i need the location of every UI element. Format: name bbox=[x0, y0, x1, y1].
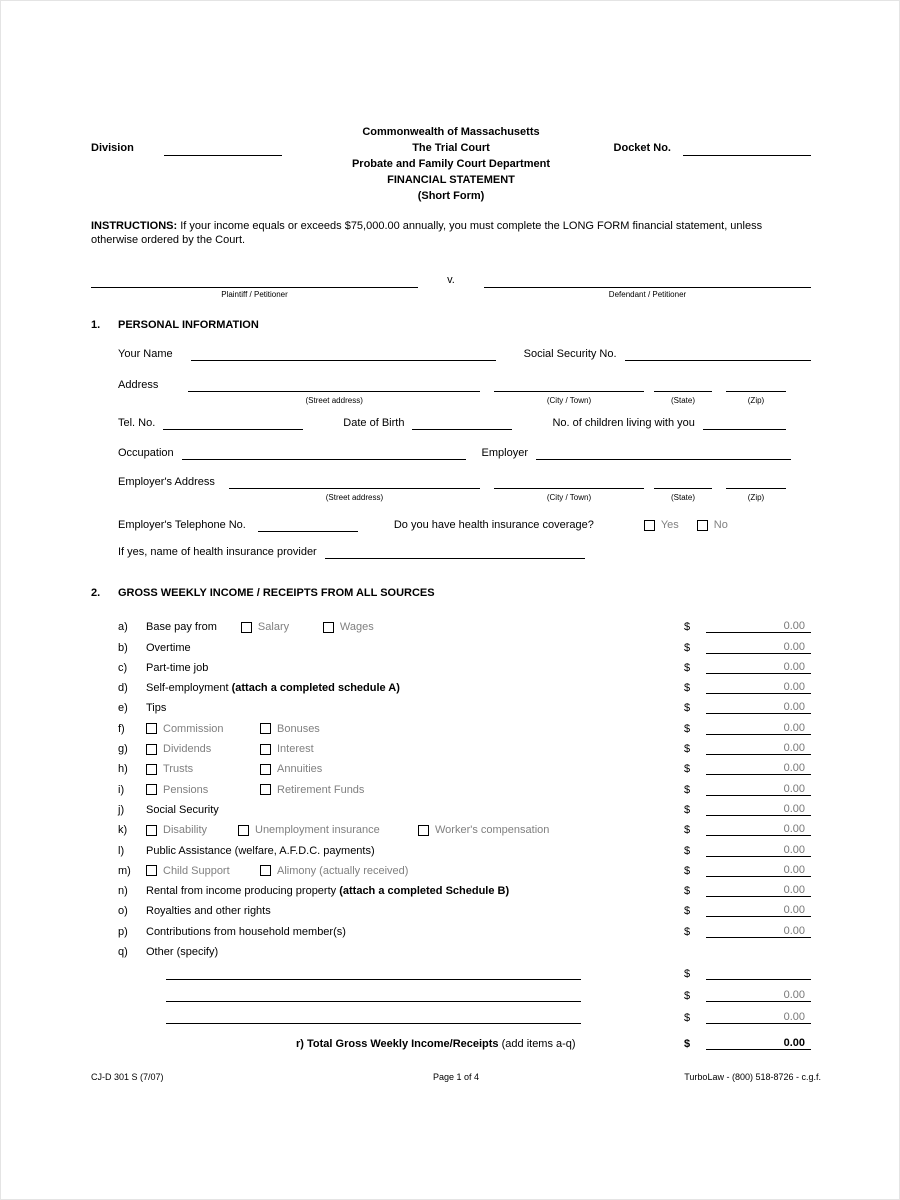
item-letter: q) bbox=[118, 946, 128, 959]
amount-line[interactable] bbox=[706, 620, 811, 633]
amount-line[interactable] bbox=[706, 722, 811, 735]
employer-zip-field bbox=[726, 475, 786, 505]
vendor-info: TurboLaw - (800) 518-8726 - c.g.f. bbox=[684, 1072, 822, 1082]
dollar-sign: $ bbox=[684, 743, 691, 756]
income-item-row bbox=[91, 857, 811, 877]
amount-line[interactable] bbox=[706, 661, 811, 674]
dollar-sign: $ bbox=[684, 763, 691, 776]
amount-field bbox=[684, 904, 811, 917]
amount-value: 0.00 bbox=[783, 701, 805, 714]
dollar-sign: $ bbox=[684, 803, 691, 816]
plaintiff-input-line[interactable] bbox=[91, 274, 418, 288]
amount-value: 0.00 bbox=[783, 989, 805, 1002]
insurance-no-option bbox=[697, 518, 728, 532]
income-item-row bbox=[91, 917, 811, 937]
employer-tel-label: Employer's Telephone No. bbox=[118, 519, 246, 531]
other-specify-input[interactable] bbox=[166, 1010, 581, 1024]
item-letter: m) bbox=[118, 864, 131, 877]
dollar-sign: $ bbox=[684, 925, 691, 938]
item-content bbox=[146, 865, 684, 877]
item-label: Part-time job bbox=[146, 661, 209, 674]
amount-field bbox=[684, 844, 811, 857]
amount-field bbox=[684, 742, 811, 755]
item-letter: e) bbox=[118, 702, 128, 715]
checkbox-label: Worker's compensation bbox=[435, 824, 550, 837]
amount-line[interactable] bbox=[706, 681, 811, 694]
instructions-label: INSTRUCTIONS: bbox=[91, 220, 178, 232]
yes-label: Yes bbox=[660, 519, 679, 531]
amount-field bbox=[684, 783, 811, 796]
checkbox-icon[interactable] bbox=[146, 825, 157, 836]
income-item-row bbox=[91, 836, 811, 856]
amount-line[interactable] bbox=[706, 803, 811, 816]
checkbox-icon[interactable] bbox=[241, 622, 252, 633]
amount-line[interactable] bbox=[706, 783, 811, 796]
item-label: (attach a completed schedule A) bbox=[231, 682, 400, 695]
other-income-row bbox=[91, 980, 811, 1002]
amount-line[interactable] bbox=[706, 1011, 811, 1024]
employer-address-row bbox=[118, 475, 811, 505]
checkbox-option bbox=[146, 865, 260, 877]
amount-line[interactable] bbox=[706, 967, 811, 980]
employer-telephone-row bbox=[118, 518, 811, 532]
children-input[interactable] bbox=[703, 416, 786, 430]
item-letter: o) bbox=[118, 905, 128, 918]
item-content bbox=[146, 723, 684, 735]
docket-label: Docket No. bbox=[613, 142, 671, 154]
division-field bbox=[91, 140, 282, 156]
header-form-subtitle: (Short Form) bbox=[417, 190, 485, 202]
income-item-row bbox=[91, 796, 811, 816]
section1-heading bbox=[91, 319, 811, 331]
item-letter: i) bbox=[118, 783, 125, 796]
item-letter: d) bbox=[118, 682, 128, 695]
item-content bbox=[146, 804, 684, 816]
item-letter: g) bbox=[118, 743, 128, 756]
instructions-text: If your income equals or exceeds $75,000.00 annually, you must complete the LONG FORM financial statement, unless otherwise ordered by the Court. bbox=[91, 220, 763, 246]
item-letter: p) bbox=[118, 925, 128, 938]
item-label: Base pay from bbox=[146, 621, 217, 634]
checkbox-icon[interactable] bbox=[260, 723, 271, 734]
amount-value: 0.00 bbox=[783, 884, 805, 897]
checkbox-label: Trusts bbox=[163, 763, 194, 776]
checkbox-option bbox=[146, 763, 260, 775]
address-street-input[interactable] bbox=[188, 378, 480, 392]
provider-label: If yes, name of health insurance provider bbox=[118, 546, 317, 558]
form-number: CJ-D 301 S (7/07) bbox=[91, 1072, 164, 1082]
item-label: Self-employment bbox=[146, 682, 232, 695]
address-zip-input[interactable] bbox=[726, 378, 786, 392]
checkbox-label: Bonuses bbox=[277, 722, 320, 735]
income-item-row bbox=[91, 694, 811, 714]
amount-value: 0.00 bbox=[783, 721, 805, 734]
employer-state-input[interactable] bbox=[654, 475, 712, 489]
checkbox-option bbox=[260, 743, 314, 755]
checkbox-option bbox=[146, 784, 260, 796]
dollar-sign: $ bbox=[684, 968, 691, 981]
checkbox-icon[interactable] bbox=[260, 764, 271, 775]
division-label: Division bbox=[91, 142, 134, 154]
document-header bbox=[91, 124, 811, 204]
dollar-sign: $ bbox=[684, 1038, 691, 1051]
amount-value: 0.00 bbox=[783, 681, 805, 694]
checkbox-option bbox=[146, 743, 260, 755]
amount-field bbox=[684, 989, 811, 1002]
dollar-sign: $ bbox=[684, 990, 691, 1003]
item-letter: k) bbox=[118, 824, 128, 837]
dollar-sign: $ bbox=[684, 824, 691, 837]
amount-field bbox=[684, 762, 811, 775]
ssn-input[interactable] bbox=[625, 347, 811, 361]
section2-title: GROSS WEEKLY INCOME / RECEIPTS FROM ALL SOURCES bbox=[118, 587, 435, 599]
amount-line[interactable] bbox=[706, 742, 811, 755]
item-letter: a) bbox=[118, 621, 128, 634]
amount-line[interactable] bbox=[706, 864, 811, 877]
your-name-label: Your Name bbox=[118, 348, 173, 360]
children-label: No. of children living with you bbox=[552, 417, 695, 429]
dollar-sign: $ bbox=[684, 885, 691, 898]
checkbox-label: Retirement Funds bbox=[277, 783, 365, 796]
header-trial-court: The Trial Court bbox=[412, 142, 490, 154]
amount-value: 0.00 bbox=[783, 904, 805, 917]
amount-line[interactable] bbox=[706, 823, 811, 836]
amount-field bbox=[684, 803, 811, 816]
checkbox-label: Pensions bbox=[163, 783, 209, 796]
total-row bbox=[91, 1037, 811, 1050]
checkbox-icon[interactable] bbox=[418, 825, 429, 836]
checkbox-option bbox=[146, 824, 238, 836]
checkbox-icon[interactable] bbox=[146, 723, 157, 734]
dob-label: Date of Birth bbox=[343, 417, 405, 429]
section1-number: 1. bbox=[91, 319, 101, 331]
header-commonwealth: Commonwealth of Massachusetts bbox=[362, 126, 540, 138]
versus-label: v. bbox=[447, 274, 455, 286]
amount-value: 0.00 bbox=[783, 782, 805, 795]
other-income-row bbox=[91, 1002, 811, 1024]
no-label: No bbox=[713, 519, 728, 531]
amount-value: 0.00 bbox=[783, 924, 805, 937]
amount-field bbox=[684, 681, 811, 694]
header-court-row bbox=[91, 140, 811, 156]
defendant-caption: Defendant / Petitioner bbox=[608, 290, 687, 299]
income-item-row bbox=[91, 674, 811, 694]
dollar-sign: $ bbox=[684, 844, 691, 857]
address-label: Address bbox=[118, 379, 159, 391]
amount-field bbox=[684, 620, 811, 633]
amount-field bbox=[684, 884, 811, 897]
income-item-row bbox=[91, 633, 811, 653]
employer-city-field bbox=[494, 475, 644, 505]
checkbox-option bbox=[260, 784, 364, 796]
item-label: Royalties and other rights bbox=[146, 905, 271, 918]
checkbox-option bbox=[241, 621, 323, 633]
page-number: Page 1 of 4 bbox=[432, 1072, 480, 1082]
item-label: Other (specify) bbox=[146, 946, 219, 959]
amount-field bbox=[684, 864, 811, 877]
amount-line[interactable] bbox=[706, 844, 811, 857]
your-name-row bbox=[118, 347, 811, 361]
amount-field bbox=[684, 925, 811, 938]
other-income-lines bbox=[91, 958, 811, 1024]
employer-state-field bbox=[654, 475, 712, 505]
section2-number: 2. bbox=[91, 587, 101, 599]
instructions bbox=[91, 219, 811, 247]
total-amount-value: 0.00 bbox=[783, 1037, 805, 1050]
amount-line[interactable] bbox=[706, 989, 811, 1002]
amount-field bbox=[684, 661, 811, 674]
amount-field bbox=[684, 641, 811, 654]
total-amount-line bbox=[706, 1037, 811, 1050]
amount-field bbox=[684, 1011, 811, 1024]
employer-zip-input[interactable] bbox=[726, 475, 786, 489]
checkbox-option bbox=[260, 763, 322, 775]
checkbox-label: Annuities bbox=[277, 763, 323, 776]
item-letter: f) bbox=[118, 722, 125, 735]
dollar-sign: $ bbox=[684, 1012, 691, 1025]
address-city-field bbox=[494, 378, 644, 408]
checkbox-option bbox=[238, 824, 418, 836]
amount-value: 0.00 bbox=[783, 823, 805, 836]
employer-address-label: Employer's Address bbox=[118, 476, 215, 488]
amount-line[interactable] bbox=[706, 925, 811, 938]
address-zip-field bbox=[726, 378, 786, 408]
checkbox-icon[interactable] bbox=[146, 764, 157, 775]
address-city-input[interactable] bbox=[494, 378, 644, 392]
amount-value: 0.00 bbox=[783, 742, 805, 755]
income-item-row bbox=[91, 755, 811, 775]
insurance-provider-row bbox=[118, 545, 811, 559]
income-item-row bbox=[91, 714, 811, 734]
docket-input-line[interactable] bbox=[683, 142, 811, 156]
income-item-row bbox=[91, 775, 811, 795]
address-state-input[interactable] bbox=[654, 378, 712, 392]
item-content bbox=[146, 763, 684, 775]
tel-input[interactable] bbox=[163, 416, 303, 430]
amount-value: 0.00 bbox=[783, 863, 805, 876]
checkbox-icon[interactable] bbox=[323, 622, 334, 633]
occupation-label: Occupation bbox=[118, 447, 174, 459]
zip-caption: (Zip) bbox=[747, 396, 765, 405]
income-item-row bbox=[91, 735, 811, 755]
item-content bbox=[146, 905, 684, 917]
item-content bbox=[146, 926, 684, 938]
income-item-row bbox=[91, 654, 811, 674]
income-item-row bbox=[91, 877, 811, 897]
item-letter: l) bbox=[118, 844, 125, 857]
other-specify-input[interactable] bbox=[166, 966, 581, 980]
amount-line[interactable] bbox=[706, 641, 811, 654]
checkbox-icon[interactable] bbox=[260, 865, 271, 876]
employer-tel-input[interactable] bbox=[258, 518, 358, 532]
amount-field bbox=[684, 967, 811, 980]
item-content bbox=[146, 845, 684, 857]
header-form-title: FINANCIAL STATEMENT bbox=[387, 174, 515, 186]
item-label: Tips bbox=[146, 702, 167, 715]
amount-value: 0.00 bbox=[783, 620, 805, 633]
income-list bbox=[91, 613, 811, 958]
checkbox-label: Interest bbox=[277, 743, 314, 756]
dollar-sign: $ bbox=[684, 864, 691, 877]
employer-input[interactable] bbox=[536, 446, 791, 460]
dob-input[interactable] bbox=[412, 416, 512, 430]
amount-value: 0.00 bbox=[783, 802, 805, 815]
item-letter: c) bbox=[118, 661, 128, 674]
item-content bbox=[146, 682, 684, 694]
checkbox-label: Wages bbox=[339, 621, 374, 634]
checkbox-icon[interactable] bbox=[238, 825, 249, 836]
address-row bbox=[118, 378, 811, 408]
document-body bbox=[91, 124, 811, 1050]
amount-line[interactable] bbox=[706, 762, 811, 775]
checkbox-option bbox=[260, 865, 408, 877]
amount-value: 0.00 bbox=[783, 843, 805, 856]
amount-value: 0.00 bbox=[783, 762, 805, 775]
item-label: Rental from income producing property bbox=[146, 885, 340, 898]
section1-body bbox=[118, 347, 811, 559]
dollar-sign: $ bbox=[684, 702, 691, 715]
employer-street-input[interactable] bbox=[229, 475, 480, 489]
amount-value: 0.00 bbox=[783, 1011, 805, 1024]
item-label: Contributions from household member(s) bbox=[146, 925, 346, 938]
checkbox-label: Disability bbox=[163, 824, 208, 837]
total-label bbox=[296, 1038, 684, 1050]
item-content bbox=[146, 743, 684, 755]
item-content bbox=[146, 824, 684, 836]
dollar-sign: $ bbox=[684, 722, 691, 735]
insurance-yes-option bbox=[644, 518, 679, 532]
occupation-input[interactable] bbox=[182, 446, 466, 460]
amount-field bbox=[684, 722, 811, 735]
amount-field bbox=[684, 701, 811, 714]
state-caption: (State) bbox=[670, 396, 695, 405]
occupation-row bbox=[118, 446, 811, 460]
checkbox-label: Commission bbox=[163, 722, 224, 735]
city-caption: (City / Town) bbox=[546, 493, 592, 502]
dollar-sign: $ bbox=[684, 641, 691, 654]
street-caption: (Street address) bbox=[305, 396, 363, 405]
ssn-label: Social Security No. bbox=[523, 348, 617, 360]
dollar-sign: $ bbox=[684, 661, 691, 674]
checkbox-label: Unemployment insurance bbox=[255, 824, 380, 837]
amount-line[interactable] bbox=[706, 884, 811, 897]
employer-label: Employer bbox=[481, 447, 528, 459]
checkbox-icon[interactable] bbox=[146, 744, 157, 755]
item-letter: n) bbox=[118, 885, 128, 898]
address-state-field bbox=[654, 378, 712, 408]
checkbox-icon[interactable] bbox=[260, 784, 271, 795]
street-caption: (Street address) bbox=[325, 493, 384, 502]
item-content bbox=[146, 946, 684, 958]
section1-title: PERSONAL INFORMATION bbox=[118, 319, 259, 331]
checkbox-option bbox=[260, 723, 320, 735]
item-content bbox=[146, 621, 684, 633]
your-name-input[interactable] bbox=[191, 347, 496, 361]
zip-caption: (Zip) bbox=[747, 493, 765, 502]
dollar-sign: $ bbox=[684, 905, 691, 918]
item-letter: j) bbox=[118, 803, 125, 816]
income-item-row bbox=[91, 613, 811, 633]
provider-input[interactable] bbox=[325, 545, 585, 559]
income-item-row bbox=[91, 816, 811, 836]
plaintiff-field bbox=[91, 274, 418, 299]
checkbox-label: Dividends bbox=[163, 743, 212, 756]
city-caption: (City / Town) bbox=[546, 396, 592, 405]
amount-value: 0.00 bbox=[783, 660, 805, 673]
dollar-sign: $ bbox=[684, 783, 691, 796]
dollar-sign: $ bbox=[684, 682, 691, 695]
other-specify-input[interactable] bbox=[166, 988, 581, 1002]
checkbox-option bbox=[418, 824, 549, 836]
checkbox-icon[interactable] bbox=[260, 744, 271, 755]
item-content bbox=[146, 662, 684, 674]
checkbox-icon[interactable] bbox=[697, 520, 708, 531]
insurance-question: Do you have health insurance coverage? bbox=[393, 519, 594, 531]
item-content bbox=[146, 784, 684, 796]
division-input-line[interactable] bbox=[164, 142, 282, 156]
dollar-sign: $ bbox=[684, 621, 691, 634]
item-letter: h) bbox=[118, 763, 128, 776]
employer-street-field bbox=[229, 475, 480, 505]
item-label: Public Assistance (welfare, A.F.D.C. payments) bbox=[146, 844, 375, 857]
amount-field bbox=[684, 823, 811, 836]
party-caption-row bbox=[91, 274, 811, 299]
other-income-row bbox=[91, 958, 811, 980]
amount-line[interactable] bbox=[706, 701, 811, 714]
state-caption: (State) bbox=[670, 493, 695, 502]
item-label: Overtime bbox=[146, 641, 191, 654]
defendant-field bbox=[484, 274, 811, 299]
item-label: (attach a completed Schedule B) bbox=[339, 885, 510, 898]
item-letter: b) bbox=[118, 641, 128, 654]
total-label-bold: r) Total Gross Weekly Income/Receipts bbox=[296, 1038, 499, 1051]
checkbox-icon[interactable] bbox=[644, 520, 655, 531]
telephone-row bbox=[118, 416, 811, 430]
plaintiff-caption: Plaintiff / Petitioner bbox=[221, 290, 288, 299]
checkbox-label: Salary bbox=[257, 621, 290, 634]
address-street-field bbox=[188, 378, 480, 408]
tel-label: Tel. No. bbox=[118, 417, 156, 429]
checkbox-label: Alimony (actually received) bbox=[277, 864, 409, 877]
checkbox-label: Child Support bbox=[163, 864, 230, 877]
income-item-row bbox=[91, 897, 811, 917]
page-footer bbox=[91, 1072, 821, 1082]
amount-line[interactable] bbox=[706, 904, 811, 917]
checkbox-icon[interactable] bbox=[146, 784, 157, 795]
employer-city-input[interactable] bbox=[494, 475, 644, 489]
docket-field bbox=[614, 140, 811, 156]
section2-heading bbox=[91, 587, 811, 599]
checkbox-option bbox=[146, 723, 260, 735]
income-item-row bbox=[91, 938, 811, 958]
amount-value: 0.00 bbox=[783, 640, 805, 653]
item-label: Social Security bbox=[146, 803, 219, 816]
total-label-regular: (add items a-q) bbox=[498, 1038, 576, 1051]
checkbox-icon[interactable] bbox=[146, 865, 157, 876]
item-content bbox=[146, 885, 684, 897]
checkbox-option bbox=[323, 621, 374, 633]
item-content bbox=[146, 642, 684, 654]
item-content bbox=[146, 702, 684, 714]
defendant-input-line[interactable] bbox=[484, 274, 811, 288]
header-department: Probate and Family Court Department bbox=[351, 158, 551, 170]
total-amount-field bbox=[684, 1037, 811, 1050]
